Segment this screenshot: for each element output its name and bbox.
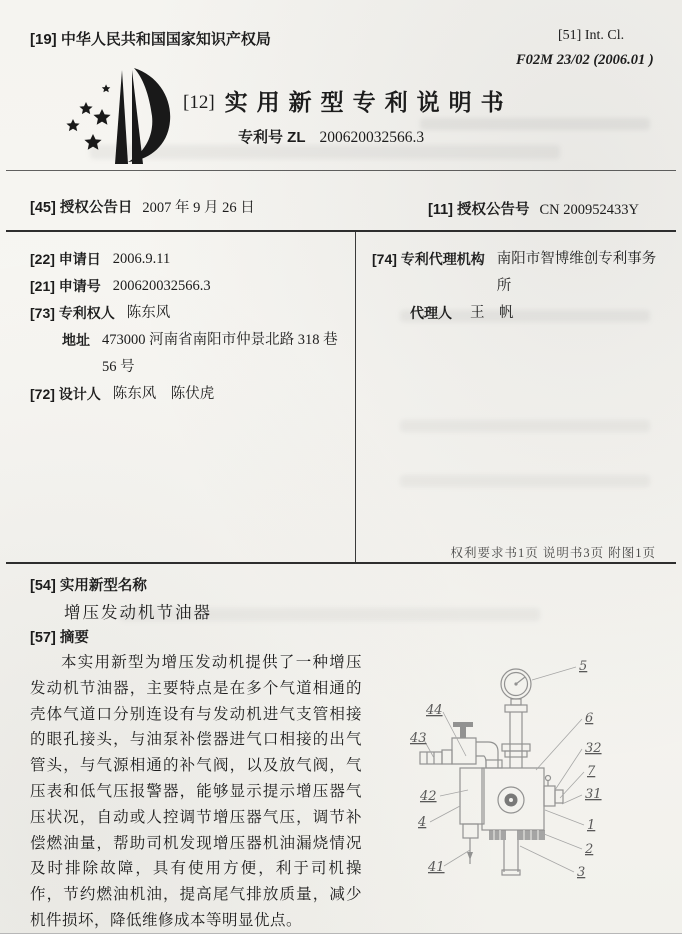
cylinder-drawing (460, 768, 484, 864)
patentee-value: 陈东风 (126, 305, 171, 321)
application-number-label: [21] 申请号 (30, 278, 101, 294)
grant-date-row (30, 196, 255, 217)
grant-number-value: CN 200952433Y (539, 202, 640, 218)
issuing-office: [19] 中华人民共和国国家知识产权局 (30, 31, 271, 48)
patent-number-label: 专利号 ZL (238, 129, 306, 146)
filing-date-value: 2006.9.11 (112, 251, 171, 267)
figure-label-5: 5 (579, 659, 588, 674)
document-title-text: 实用新型专利说明书 (224, 89, 513, 115)
address-label: 地址 (62, 332, 90, 348)
figure-label-4: 4 (418, 815, 427, 830)
bibliographic-top-divider (6, 230, 676, 232)
figure-label-3: 3 (577, 865, 586, 880)
figure-label-41: 41 (428, 860, 445, 875)
riser-tube-drawing (502, 705, 530, 768)
agency-label: [74] 专利代理机构 (372, 251, 485, 267)
application-number-value: 200620032566.3 (112, 278, 211, 294)
application-number-row (30, 273, 345, 300)
agent-value: 王 帆 (470, 305, 514, 321)
document-title (183, 84, 513, 117)
agent-label: 代理人 (410, 305, 452, 321)
figure-label-2: 2 (585, 842, 594, 857)
patent-number-line (238, 126, 424, 147)
patentee-label: [73] 专利权人 (30, 305, 115, 321)
invention-name-label: [54] 实用新型名称 (30, 578, 147, 594)
grant-date-value: 2007 年 9 月 26 日 (142, 200, 255, 216)
figure-diagram (398, 618, 682, 920)
figure-label-42: 42 (420, 789, 437, 804)
abstract-label: [57] 摘要 (30, 630, 89, 646)
figure-label-6: 6 (585, 711, 594, 726)
air-valve-drawing (420, 722, 498, 768)
patent-number-value: 200620032566.3 (319, 129, 425, 146)
abstract-text: 本实用新型为增压发动机提供了一种增压发动机节油器，主要特点是在多个气道相通的壳体气道口分别连设有与发动机进气支管相接的眼孔接头，与油泵补偿器进气口相接的出气管头，与气源相通的补气阀，以及放气阀，气压表和低气压报警器，能够显示提示增压器气压状况，自动或人控调节增压器气压，调节补偿燃油量，帮助司机发现增压器机油漏烧情况及时排除故障，具有使用方便，利于司机操作，节约燃油机油，提高尾气排放质量，减少机件损坏，降低维修成本等明显优点。 (30, 654, 362, 929)
figure-label-44: 44 (426, 703, 443, 718)
agency-row (372, 246, 662, 300)
bibliographic-right-column (372, 246, 662, 327)
column-divider (355, 232, 356, 562)
invention-title: 增压发动机节油器 (64, 603, 212, 622)
inventor-value: 陈东风 陈伏虎 (112, 386, 215, 402)
sipo-logo-graphic (44, 64, 176, 176)
figure-label-32: 32 (585, 741, 602, 756)
address-row (30, 327, 345, 381)
grant-date-label: [45] 授权公告日 (30, 200, 133, 216)
inventor-label: [72] 设计人 (30, 386, 101, 402)
int-cl-value: F02M 23/02 (2006.01 ) (516, 52, 654, 68)
inventor-row (30, 381, 345, 408)
filing-date-row (30, 246, 345, 273)
pages-note: 权利要求书1页 说明书3页 附图1页 (450, 546, 656, 560)
address-value: 473000 河南省南阳市仲景北路 318 巷 56 号 (102, 332, 338, 375)
int-cl-label: [51] Int. Cl. (558, 28, 625, 43)
filing-date-label: [22] 申请日 (30, 251, 101, 267)
header-divider (6, 170, 676, 171)
figure-label-43: 43 (410, 731, 427, 746)
main-body-drawing (482, 760, 563, 875)
pressure-gauge-drawing (501, 669, 531, 705)
bibliographic-bottom-divider (6, 562, 676, 564)
document-kind-code: [12] (183, 92, 215, 113)
grant-number-row (428, 198, 639, 219)
scan-smudge (400, 420, 650, 432)
figure-label-31: 31 (585, 787, 602, 802)
patentee-row (30, 300, 345, 327)
agency-value: 南阳市智博维创专利事务所 (496, 251, 657, 294)
scan-smudge (420, 118, 650, 130)
scan-smudge (400, 475, 650, 487)
figure-label-7: 7 (587, 764, 596, 779)
figure-labels (409, 659, 602, 880)
sipo-logo (44, 64, 176, 181)
device-drawing (398, 618, 682, 920)
figure-label-1: 1 (587, 818, 596, 833)
agent-row (372, 300, 662, 327)
bibliographic-left-column (30, 246, 345, 408)
grant-number-label: [11] 授权公告号 (428, 202, 530, 218)
